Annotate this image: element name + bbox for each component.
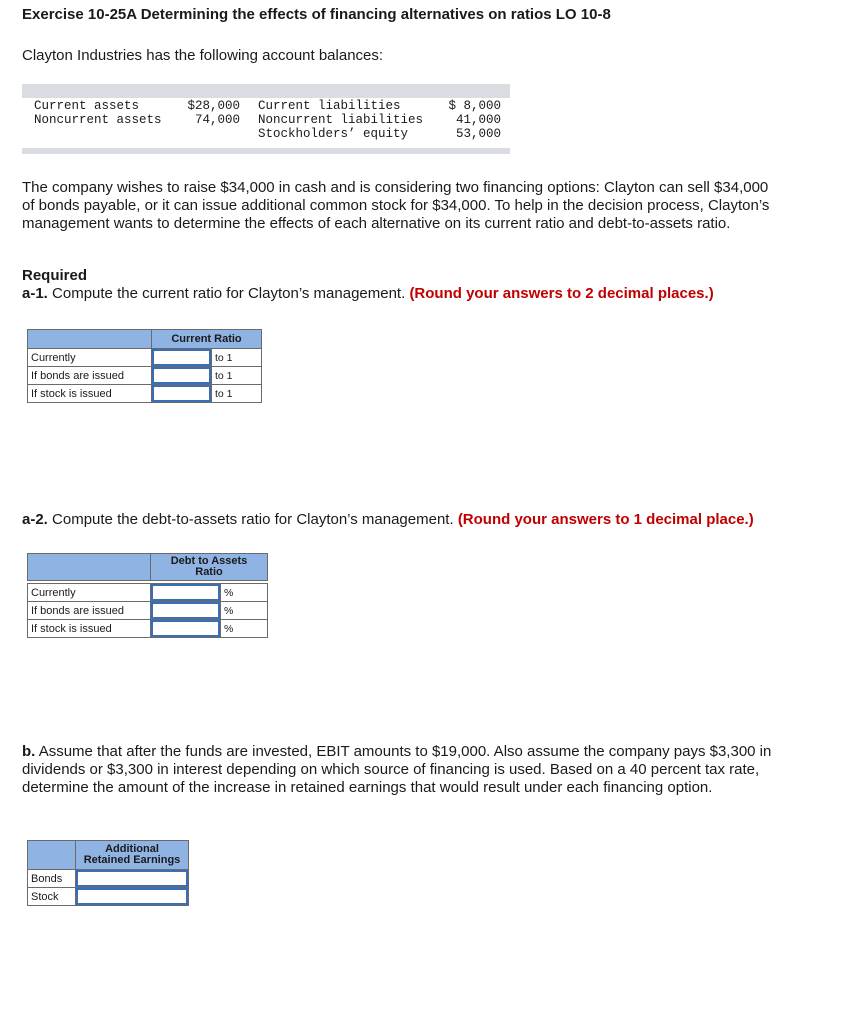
retained-earnings-row-label: Stock [28, 888, 76, 906]
debt-to-assets-cell [151, 620, 221, 638]
current-ratio-row-label: If stock is issued [28, 385, 152, 403]
current-ratio-cell [152, 367, 212, 385]
retained-earnings-cell [76, 870, 189, 888]
a2-text: Compute the debt-to-assets ratio for Clayton’s management. [52, 511, 454, 528]
retained-earnings-cell [76, 888, 189, 906]
account-right-value-0: $ 8,000 [448, 99, 501, 113]
retained-earnings-bonds-input[interactable] [76, 870, 188, 887]
debt-to-assets-table [27, 553, 268, 638]
a1-text: Compute the current ratio for Clayton’s management. [52, 285, 406, 302]
current-ratio-unit: to 1 [212, 385, 262, 403]
current-ratio-row-label: Currently [28, 349, 152, 367]
debt-to-assets-header [151, 554, 268, 581]
a2-label: a-2. [22, 511, 48, 528]
required-heading: Required [22, 267, 88, 284]
account-left-value-1: 74,000 [194, 113, 240, 127]
debt-to-assets-header-line2: Ratio [195, 566, 223, 578]
scenario-text: The company wishes to raise $34,000 in cash and is considering two financing options: Clayton can sell $34,000 of bonds payable, or it can issue additional common stock for $34,000. To help in the decision process, Clayton’s management wants to determine the effects of each alternative on its current ratio and debt-to-assets ratio. [22, 179, 770, 232]
current-ratio-row-label: If bonds are issued [28, 367, 152, 385]
account-right-label-2: Stockholders’ equity [258, 127, 409, 141]
debt-to-assets-row-label: If bonds are issued [28, 602, 151, 620]
debt-to-assets-cell [151, 602, 221, 620]
account-left-label-1: Noncurrent assets [34, 113, 162, 127]
current-ratio-table [27, 329, 262, 403]
a2-rounding-note: (Round your answers to 1 decimal place.) [457, 511, 754, 528]
b-label: b. [22, 743, 36, 760]
retained-earnings-table [27, 840, 189, 906]
debt-to-assets-header-line1: Debt to Assets [170, 555, 248, 567]
debt-to-assets-unit: % [221, 584, 268, 602]
current-ratio-currently-input[interactable] [152, 349, 211, 366]
debt-to-assets-unit: % [221, 602, 268, 620]
a1-rounding-note: (Round your answers to 2 decimal places.) [409, 285, 714, 302]
account-left-value-0: $28,000 [187, 99, 240, 113]
b-instruction [22, 743, 782, 797]
current-ratio-cell [152, 385, 212, 403]
debt-to-assets-header-blank [28, 554, 151, 581]
current-ratio-unit: to 1 [212, 349, 262, 367]
intro-text: Clayton Industries has the following account balances: [22, 47, 384, 64]
retained-earnings-header-blank [28, 841, 76, 870]
current-ratio-bonds-input[interactable] [152, 367, 211, 384]
retained-earnings-header-line2: Retained Earnings [83, 854, 181, 866]
account-right-value-2: 53,000 [455, 127, 501, 141]
debt-to-assets-stock-input[interactable] [151, 620, 220, 637]
retained-earnings-header [76, 841, 189, 870]
a1-label: a-1. [22, 285, 48, 302]
retained-earnings-header-line1: Additional [105, 843, 159, 855]
current-ratio-header: Current Ratio [152, 330, 262, 349]
debt-to-assets-cell [151, 584, 221, 602]
account-left-label-0: Current assets [34, 99, 140, 113]
exercise-title: Exercise 10-25A Determining the effects of financing alternatives on ratios LO 10-8 [22, 6, 611, 23]
retained-earnings-stock-input[interactable] [76, 888, 188, 905]
account-right-label-0: Current liabilities [258, 99, 401, 113]
current-ratio-header-blank [28, 330, 152, 349]
debt-to-assets-bonds-input[interactable] [151, 602, 220, 619]
debt-to-assets-row-label: If stock is issued [28, 620, 151, 638]
current-ratio-cell [152, 349, 212, 367]
current-ratio-stock-input[interactable] [152, 385, 211, 402]
a2-instruction [22, 511, 842, 529]
debt-to-assets-row-label: Currently [28, 584, 151, 602]
debt-to-assets-unit: % [221, 620, 268, 638]
a1-instruction [22, 285, 822, 303]
debt-to-assets-currently-input[interactable] [151, 584, 220, 601]
retained-earnings-row-label: Bonds [28, 870, 76, 888]
account-right-value-1: 41,000 [455, 113, 501, 127]
current-ratio-unit: to 1 [212, 367, 262, 385]
account-right-label-1: Noncurrent liabilities [258, 113, 424, 127]
b-text: Assume that after the funds are invested, EBIT amounts to $19,000. Also assume the company pays $3,300 in dividends or $3,300 in interest depending on which source of financing is used. Based on a 40 percent tax rate, determine the amount of the increase in retained earnings that would result under each financing option. [22, 743, 772, 796]
